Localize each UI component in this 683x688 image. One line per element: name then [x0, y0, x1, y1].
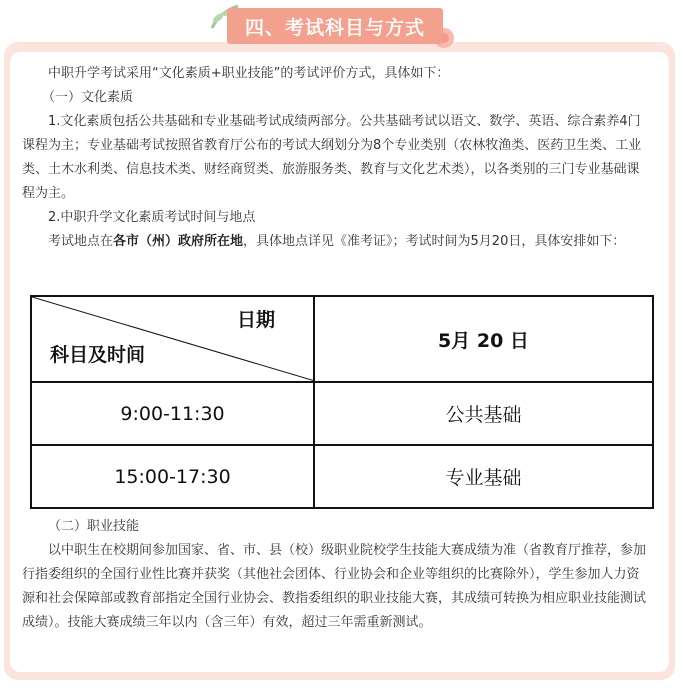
section1-item1: 1.文化素质包括公共基础和专业基础考试成绩两部分。公共基础考试以语文、数学、英语、综合素养4门课程为主；专业基础考试按照省教育厅公布的考试大纲划分为8个专业类别（农林牧渔类、医药卫生类、工业类、土木水利类、信息技术类、财经商贸类、旅游服务类、教育与文化艺术类），以各类别的三门专业基础课程为主。 — [22, 114, 642, 201]
header-subject-label: 科目及时间 — [50, 344, 146, 366]
article-text — [22, 62, 652, 254]
section-banner: 四、考试科目与方式 — [227, 8, 443, 44]
intro-paragraph: 中职升学考试采用“文化素质+职业技能”的考试评价方式，具体如下： — [48, 66, 450, 81]
section2-text — [22, 515, 652, 635]
header-date-value: 5月 20 日 — [314, 296, 653, 382]
table-row — [31, 382, 653, 445]
section1-item2-title: 2.中职升学文化素质考试时间与地点 — [48, 210, 256, 225]
exam-location-prefix: 考试地点在 — [48, 234, 114, 249]
section2-heading: （二）职业技能 — [48, 519, 140, 534]
section1-item2-body — [22, 230, 652, 254]
exam-location-bold: 各市（州）政府所在地 — [113, 234, 244, 249]
table-diagonal-header — [31, 296, 314, 382]
time-cell: 15:00-17:30 — [31, 445, 314, 508]
exam-schedule-table — [30, 295, 654, 509]
table-row — [31, 445, 653, 508]
time-cell: 9:00-11:30 — [31, 382, 314, 445]
exam-location-suffix: ，具体地点详见《准考证》；考试时间为5月20日，具体安排如下： — [243, 234, 626, 249]
subject-cell: 专业基础 — [314, 445, 653, 508]
section2-body: 以中职生在校期间参加国家、省、市、县（校）级职业院校学生技能大赛成绩为准（省教育厅推荐，参加行指委组织的全国行业性比赛并获奖（其他社会团体、行业协会和企业等组织的比赛除外），学生参加人力资源和社会保障部或教育部指定全国行业协会、教指委组织的职业技能大赛，其成绩可转换为相应职业技能测试成绩）。技能大赛成绩三年以内（含三年）有效，超过三年需重新测试。 — [22, 543, 647, 630]
section1-heading: （一）文化素质 — [42, 90, 134, 105]
subject-cell: 公共基础 — [314, 382, 653, 445]
header-date-label: 日期 — [236, 309, 275, 331]
